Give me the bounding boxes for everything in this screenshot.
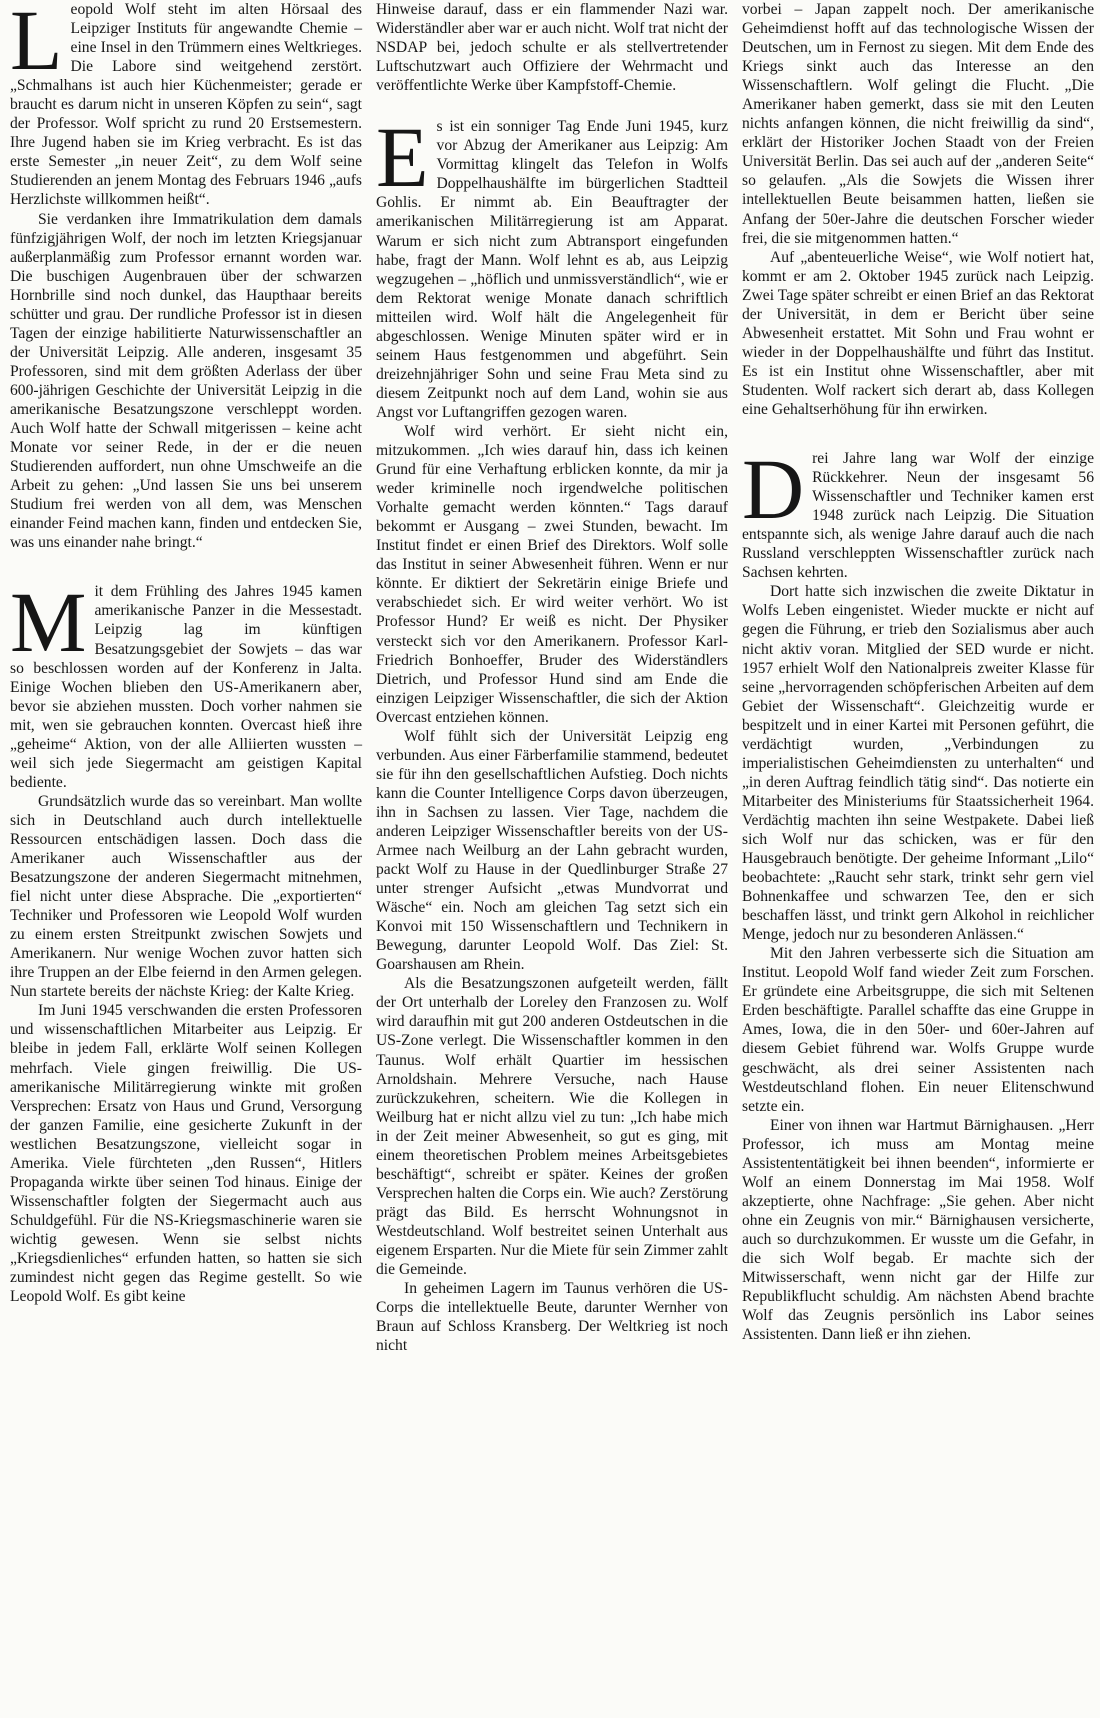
drop-cap: D xyxy=(742,441,805,538)
paragraph-text: s ist ein sonniger Tag Ende Juni 1945, kurz vor Abzug der Amerikaner aus Leipzig: Am Vormittag klingelt das Telefon in Wolfs Doppelhaushälfte im bürgerlichen Stadtteil Gohlis. Er nimmt ab. Ein Beauftragter der amerikanischen Militärregierung ist am Apparat. Warum er sich nicht zum Abtransport eingefunden habe, fragt der Mann. Wolf lehnt es ab, aus Leipzig wegzugehen – „höflich und unmissverständlich“, wie er dem Rektorat wenige Monate danach schriftlich mitteilen wird. Wolf hält die Angelegenheit für abgeschlossen. Wenige Minuten später wird er in seinem Haus festgenommen und abgeführt. Sein dreizehnjähriger Sohn und seine Frau Meta sind zu diesem Zeitpunkt noch auf dem Land, wohin sie aus Angst vor Luftangriffen gezogen waren. xyxy=(376,118,728,421)
paragraph: vorbei – Japan zappelt noch. Der amerikanische Geheimdienst hofft auf das technologische Wissen der Deutschen, um in Fernost zu siegen. Mit dem Ende des Kriegs sinkt auch das Interesse an den Wissenschaftlern. Wolf gelingt die Flucht. „Die Amerikaner haben gemerkt, dass sie mit den Leuten nichts anfangen können, die nicht freiwillig da sind“, erklärt der Historiker Jochen Staadt von der Freien Universität Berlin. Das sei auch auf der „anderen Seite“ so gelaufen. „Als die Sowjets die Wissen ihrer intellektuellen Beute beisammen hatten, ließen sie Anfang der 50er-Jahre die deutschen Forscher wieder frei, die sie mitgenommen hatten.“ xyxy=(742,1,1094,247)
drop-cap: L xyxy=(10,0,63,88)
drop-cap: M xyxy=(10,574,87,671)
paragraph: Auf „abenteuerliche Weise“, wie Wolf notiert hat, kommt er am 2. Oktober 1945 zurück nach Leipzig. Zwei Tage später schreibt er einen Brief an das Rektorat der Universität, in dem er Bericht über seine Abwesenheit erstattet. Mit Sohn und Frau wohnt er wieder in der Doppelhaushälfte und führt das Institut. Es ist ein Institut ohne Wissenschaftler, aber mit Studenten. Wolf rackert sich derart ab, dass Kollegen eine Gehaltserhöhung für ihn erwirken. xyxy=(742,248,1094,418)
paragraph-text: eopold Wolf steht im alten Hörsaal des Leipziger Instituts für angewandte Chemie – eine Insel in den Trümmern eines Weltkrieges. Die Labore sind weitgehend zerstört. „Schmalhans ist auch hier Küchenmeister; gerade er braucht es darum nicht in unseren Köpfen zu sein“, sagt der Professor. Wolf spricht zu rund 20 Erstsemestern. Ihre Jugend haben sie im Krieg verbracht. Es ist das erste Semester „in neuer Zeit“, zu dem Wolf seine Studierenden an jenem Montag des Februars 1946 „aufs Herzlichste willkommen heißt“. xyxy=(10,1,362,209)
paragraph-text: rei Jahre lang war Wolf der einzige Rückkehrer. Neun der insgesamt 56 Wissenschaftler und Techniker kamen erst 1948 zurück nach Leipzig. Die Situation entspannte sich, als wenige Jahre darauf auch die nach Russland verschleppten Wissenschaftler zurück nach Sachsen kehrten. xyxy=(742,450,1094,582)
paragraph: Wolf wird verhört. Er sieht nicht ein, mitzukommen. „Ich wies darauf hin, dass ich keinen Grund für eine Verhaftung erblicken konnte, da mir ja weder kriminelle noch irgendwelche politischen Vorhalte gemacht werden könnten.“ Tags darauf bekommt er Ausgang – zwei Stunden, bewacht. Im Institut findet er einen Brief des Direktors. Wolf solle das Institut in seiner Abwesenheit führen. Wenn er nur könnte. Er diktiert der Sekretärin einige Briefe und verabschiedet sich. Er wird weiter verhört. Wo ist Professor Hund? Er weiß es nicht. Der Physiker versteckt sich vor den Amerikanern. Professor Karl-Friedrich Bonhoeffer, Bruder des Widerständlers Dietrich, und Professor Hund sind am Ende die einzigen Leipziger Wissenschaftler, die sich der Aktion Overcast entziehen können. xyxy=(376,422,728,726)
article-column-1 xyxy=(10,0,362,1718)
paragraph: Im Juni 1945 verschwanden die ersten Professoren und wissenschaftlichen Mitarbeiter aus Leipzig. Er bleibe in jedem Fall, erklärte Wolf seinen Kollegen mehrfach. Viele gingen freiwillig. Die US-amerikanische Militärregierung winkte mit großen Versprechen: Ersatz von Haus und Grund, Versorgung der ganzen Familie, eine gesicherte Zukunft in der westlichen Besatzungszone, vielleicht sogar in Amerika. Viele fürchteten „den Russen“, Hitlers Propaganda wirkte über seinen Tod hinaus. Einige der Wissenschaftler folgten der Siegermacht auch aus Schuldgefühl. Für die NS-Kriegsmaschinerie waren sie wichtig gewesen. Wenn sie selbst nichts „Kriegsdienliches“ erfunden hatten, so hatten sie sich zumindest nicht gegen das Regime gestellt. So wie Leopold Wolf. Es gibt keine xyxy=(10,1002,362,1306)
article-column-3 xyxy=(742,0,1094,1718)
paragraph xyxy=(10,0,362,210)
paragraph xyxy=(742,441,1094,582)
paragraph: Sie verdanken ihre Immatrikulation dem damals fünfzigjährigen Wolf, der noch im letzten Kriegsjanuar außerplanmäßig zum Professor ernannt worden war. Die buschigen Augenbrauen über der schwarzen Hornbrille sind noch dunkel, das Haupthaar bereits schütter und grau. Der rundliche Professor ist in diesen Tagen der einzige habilitierte Naturwissenschaftler an der Universität Leipzig. Alle anderen, insgesamt 35 Professoren, sind mit dem größten Aderlass der über 600-jährigen Geschichte der Universität Leipzig in die amerikanische Besatzungszone verschleppt worden. Auch Wolf hatte der Schwall mitgerissen – keine acht Monate vor seiner Rede, in der er die neuen Studierenden auffordert, nun ohne Umschweife an die Arbeit zu gehen: „Und lassen Sie uns bei unserem Studium frei werden von all dem, was Menschen einander Feind machen kann, finden und entdecken Sie, was uns einander nahe bringt.“ xyxy=(10,210,362,552)
paragraph: Mit den Jahren verbesserte sich die Situation am Institut. Leopold Wolf fand wieder Zeit zum Forschen. Er gründete eine Arbeitsgruppe, die sich mit Seltenen Erden beschäftigte. Parallel schaffte das eine Gruppe in Ames, Iowa, die in den 50er- und 60er-Jahren auf diesem Gebiet führend war. Wolfs Gruppe wurde geschwächt, als drei seiner Assistenten nach Westdeutschland flohen. Ein neuer Elitenschwund setzte ein. xyxy=(742,945,1094,1115)
drop-cap: E xyxy=(376,109,429,206)
paragraph: Dort hatte sich inzwischen die zweite Diktatur in Wolfs Leben eingenistet. Wieder muckte er nicht auf gegen die Führung, er trieb den Sozialismus aber auch nicht aktiv voran. Mitglied der SED wurde er nicht. 1957 erhielt Wolf den Nationalpreis zweiter Klasse für seine „hervorragenden schöpferischen Arbeiten auf dem Gebiet der Wissenschaft“. Gleichzeitig wurde er bespitzelt und in einer Kartei mit Personen geführt, die verdächtigt wurden, „Verbindungen zu imperialistischen Geheimdiensten zu unterhalten“ und „in deren Auftrag feindlich tätig sind“. Das notierte ein Mitarbeiter des Ministeriums für Staatssicherheit 1964. Verdächtig machten ihn seine Westpakete. Dabei ließ sich Wolf nur das schicken, was er für den Hausgebrauch benötigte. Der geheime Informant „Lilo“ beobachtete: „Raucht sehr stark, trinkt sehr gern viel Bohnenkaffee und schwarzen Tee, den er sich beschaffen lässt, und trinkt gern Alkohol in reichlicher Menge, jedoch nur zu besonderen Anlässen.“ xyxy=(742,583,1094,944)
paragraph xyxy=(10,574,362,792)
paragraph-text: it dem Frühling des Jahres 1945 kamen amerikanische Panzer in die Messestadt. Leipzig lag im künftigen Besatzungsgebiet der Sowjets – das war so beschlossen worden auf der Konferenz in Jalta. Einige Wochen blieben den US-Amerikanern aber, bevor sie abziehen mussten. Doch vorher nahmen sie mit, wen sie gebrauchen konnten. Overcast hieß ihre „geheime“ Aktion, von der alle Alliierten wussten – weil sich jede Siegermacht am geistigen Kapital bediente. xyxy=(10,583,362,791)
paragraph: Hinweise darauf, dass er ein flammender Nazi war. Widerständler aber war er auch nicht. Wolf trat nicht der NSDAP bei, jedoch schulte er als stellvertretender Luftschutzwart auch Offiziere der Wehrmacht und veröffentlichte Werke über Kampfstoff-Chemie. xyxy=(376,1,729,95)
article-column-2 xyxy=(376,0,728,1718)
paragraph: In geheimen Lagern im Taunus verhören die US-Corps die intellektuelle Beute, darunter Wernher von Braun auf Schloss Kransberg. Der Weltkrieg ist noch nicht xyxy=(376,1280,728,1355)
paragraph: Als die Besatzungszonen aufgeteilt werden, fällt der Ort unterhalb der Loreley den Franzosen zu. Wolf wird daraufhin mit gut 200 anderen Ostdeutschen in die US-Zone verlegt. Die Wissenschaftler kommen in den Taunus. Wolf erhält Quartier im hessischen Arnoldshain. Mehrere Versuche, nach Hause zurückzukehren, scheitern. Wie die Kollegen in Weilburg hat er nicht allzu viel zu tun: „Ich habe mich in der Zeit meiner Abwesenheit, so gut es ging, mit einem theoretischen Problem meines Arbeitsgebietes beschäftigt“, schreibt er später. Keines der großen Versprechen halten die Corps ein. Wie auch? Zerstörung prägt das Bild. Es herrscht Wohnungsnot in Westdeutschland. Wolf bestreitet seinen Unterhalt aus eigenem Ersparten. Nur die Miete für sein Zimmer zahlt die Gemeinde. xyxy=(376,975,728,1279)
paragraph xyxy=(376,109,728,422)
paragraph: Wolf fühlt sich der Universität Leipzig eng verbunden. Aus einer Färberfamilie stammend, bedeutet sie für ihn den gesellschaftlichen Aufstieg. Doch nichts kann die Counter Intelligence Corps davon überzeugen, ihn in Sachsen zu lassen. Vier Tage, nachdem die anderen Leipziger Wissenschaftler bereits von der US-Armee nach Weilburg an der Lahn gebracht wurden, packt Wolf zu Hause in der Quedlinburger Straße 27 unter strenger Aufsicht „etwas Mundvorrat und Wäsche“ ein. Noch am gleichen Tag setzt sich ein Konvoi mit 150 Wissenschaftlern und Technikern in Bewegung, darunter Leopold Wolf. Das Ziel: St. Goarshausen am Rhein. xyxy=(376,727,728,974)
paragraph: Grundsätzlich wurde das so vereinbart. Man wollte sich in Deutschland auch durch intellektuelle Ressourcen entschädigen lassen. Doch dass die Amerikaner auch Wissenschaftler aus der Besatzungszone der anderen Siegermacht mitnehmen, fiel nicht unter diese Absprache. Die „exportierten“ Techniker und Professoren wie Leopold Wolf wurden zu einem ersten Streitpunkt zwischen Sowjets und Amerikanern. Nur wenige Wochen zuvor hatten sich ihre Truppen an der Elbe feiernd in den Armen gelegen. Nun startete bereits der nächste Krieg: der Kalte Krieg. xyxy=(10,792,362,1001)
paragraph: Einer von ihnen war Hartmut Bärnighausen. „Herr Professor, ich muss am Montag meine Assistententätigkeit bei ihnen beenden“, informierte er Wolf an einem Donnerstag im Mai 1958. Wolf akzeptierte, ohne Nachfrage: „Sie gehen. Aber nicht ohne ein Zeugnis von mir.“ Bärnighausen versicherte, auch so durchzukommen. Er wusste um die Gefahr, in die sich Wolf begab. Er machte sich der Mitwisserschaft, wenn nicht gar der Hilfe zur Republikflucht schuldig. Am nächsten Abend brachte Wolf das Zeugnis persönlich ins Labor seines Assistenten. Dann ließ er ihn ziehen. xyxy=(742,1116,1094,1344)
